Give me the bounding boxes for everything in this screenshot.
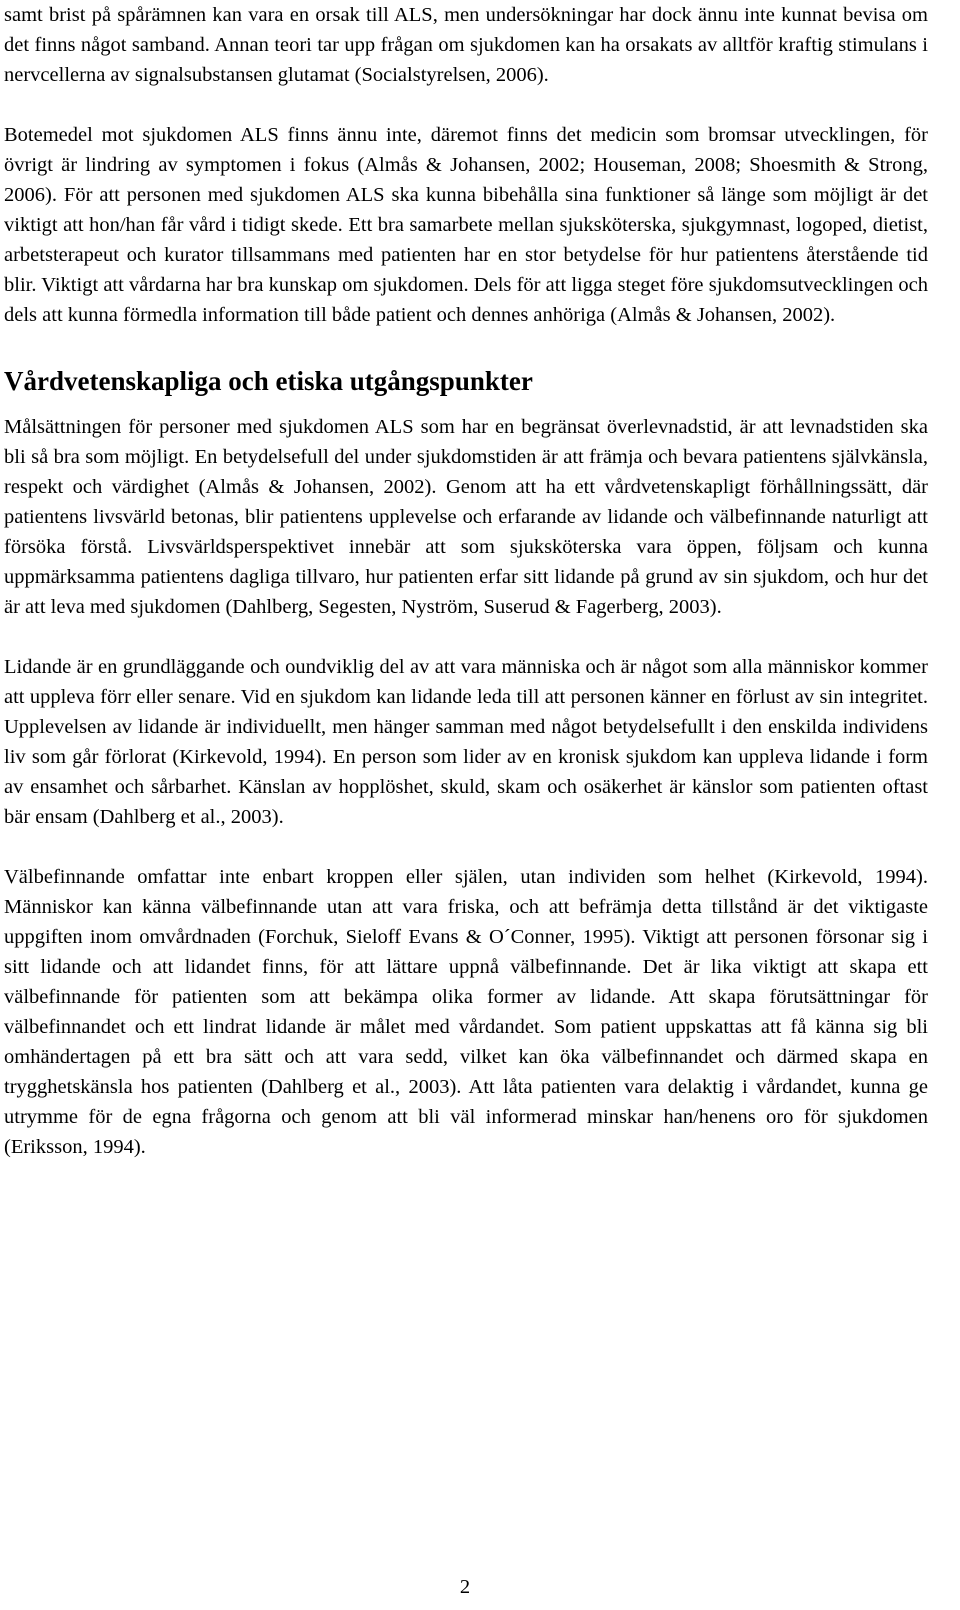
page-number: 2 xyxy=(459,1576,471,1598)
paragraph-als-causes: samt brist på spårämnen kan vara en orsak till ALS, men undersökningar har dock ännu inte kunnat bevisa om det finns något samband. Annan teori tar upp frågan om sjukdomen kan ha orsakats av alltför kraftig stimulans i nervcellerna av signalsubstansen glutamat (Socialstyrelsen, 2006). xyxy=(4,4,928,86)
paragraph-goals: Målsättningen för personer med sjukdomen ALS som har en begränsat överlevnadstid, är att levnadstiden ska bli så bra som möjligt. En betydelsefull del under sjukdomstiden är att främja och bevara patientens självkänsla, respekt och värdighet (Almås & Johansen, 2002). Genom att ha ett vårdvetenskapligt förhållningssätt, där patientens livsvärld betonas, blir patientens upplevelse och erfarande av lidande och välbefinnande naturligt att försöka förstå. Livsvärldsperspektivet innebär att som sjuksköterska vara öppen, följsam och kunna uppmärksamma patientens dagliga tillvaro, hur patienten erfar sitt lidande på grund av sin sjukdom, och hur det är att leva med sjukdomen (Dahlberg, Segesten, Nyström, Suserud & Fagerberg, 2003). xyxy=(4,416,928,618)
paragraph-wellbeing: Välbefinnande omfattar inte enbart kroppen eller själen, utan individen som helhet (Kirkevold, 1994). Människor kan känna välbefinnande utan att vara friska, och att befrämja detta tillstånd är det viktigaste uppgiften inom omvårdnaden (Forchuk, Sieloff Evans & O´Conner, 1995). Viktigt att personen försonar sig i sitt lidande och att lidandet finns, för att lättare uppnå välbefinnande. Det är lika viktigt att skapa ett välbefinnande för patienten som att bekämpa olika former av lidande. Att skapa förutsättningar för välbefinnandet och ett lindrat lidande är målet med vårdandet. Som patient uppskattas att få känna sig bli omhändertagen på ett bra sätt och att vara sedd, vilket kan öka välbefinnandet och därmed skapa en trygghetskänsla hos patienten (Dahlberg et al., 2003). Att låta patienten vara delaktig i vårdandet, kunna ge utrymme för de egna frågorna och genom att bli väl informerad minskar han/henens oro för sjukdomen (Eriksson, 1994). xyxy=(4,866,928,1158)
section-heading: Vårdvetenskapliga och etiska utgångspunkter xyxy=(4,366,533,396)
paragraph-treatment: Botemedel mot sjukdomen ALS finns ännu inte, däremot finns det medicin som bromsar utvecklingen, för övrigt är lindring av symptomen i fokus (Almås & Johansen, 2002; Houseman, 2008; Shoesmith & Strong, 2006). För att personen med sjukdomen ALS ska kunna bibehålla sina funktioner så länge som möjligt är det viktigt att hon/han får vård i tidigt skede. Ett bra samarbete mellan sjuksköterska, sjukgymnast, logoped, dietist, arbetsterapeut och kurator tillsammans med patienten har en stor betydelse för hur patientens återstående tid blir. Viktigt att vårdarna har bra kunskap om sjukdomen. Dels för att ligga steget före sjukdomsutvecklingen och dels att kunna förmedla information till både patient och dennes anhöriga (Almås & Johansen, 2002). xyxy=(4,124,928,326)
paragraph-suffering: Lidande är en grundläggande och oundviklig del av att vara människa och är något som alla människor kommer att uppleva förr eller senare. Vid en sjukdom kan lidande leda till att personen känner en förlust av sin integritet. Upplevelsen av lidande är individuellt, men hänger samman med något betydelsefullt i den enskilda individens liv som går förlorat (Kirkevold, 1994). En person som lider av en kronisk sjukdom kan uppleva lidande i form av ensamhet och sårbarhet. Känslan av hopplöshet, skuld, skam och osäkerhet är känslor som patienten oftast bär ensam (Dahlberg et al., 2003). xyxy=(4,656,928,828)
